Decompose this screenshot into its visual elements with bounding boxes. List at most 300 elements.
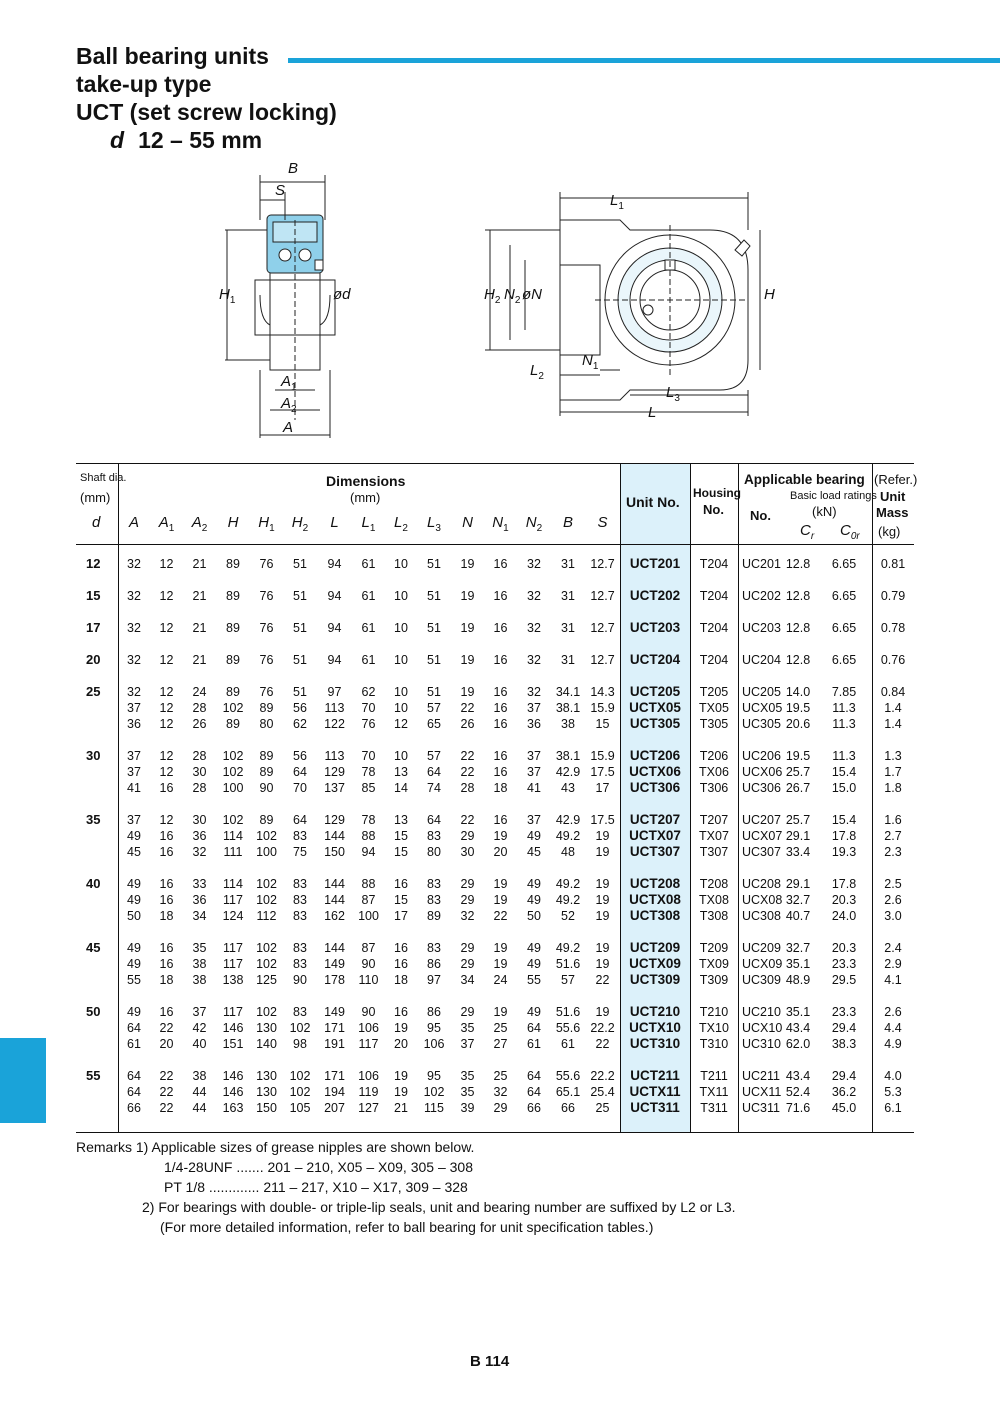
value-cell: 29.4 bbox=[831, 1069, 857, 1083]
value-cell: 29 bbox=[460, 829, 475, 843]
value-cell: 30 bbox=[460, 845, 475, 859]
value-cell: 36.2 bbox=[831, 1085, 857, 1099]
unit-no-cell: UCT203 bbox=[629, 620, 681, 635]
value-cell: 83 bbox=[293, 957, 307, 971]
value-cell: 34.1 bbox=[555, 685, 581, 699]
value-cell: 37 bbox=[127, 813, 141, 827]
value-cell: 57 bbox=[561, 973, 575, 987]
unit-no-cell: UCTX10 bbox=[629, 1020, 681, 1035]
value-cell: 21 bbox=[192, 589, 207, 603]
value-cell: 14.0 bbox=[785, 685, 811, 699]
value-cell: 16 bbox=[493, 653, 508, 667]
hdr-col-h1: $H_1$ bbox=[258, 514, 275, 534]
value-cell: 90 bbox=[361, 957, 376, 971]
value-cell: 32 bbox=[127, 621, 141, 635]
value-cell: 114 bbox=[223, 829, 243, 843]
value-cell: 66 bbox=[127, 1101, 141, 1115]
value-cell: 19 bbox=[460, 557, 475, 571]
table-row bbox=[76, 1068, 914, 1084]
bearing-no-cell: UC311 bbox=[742, 1101, 780, 1115]
value-cell: 10 bbox=[394, 685, 408, 699]
front-view-diagram bbox=[480, 190, 790, 420]
value-cell: 16 bbox=[493, 621, 508, 635]
label-oN: øN bbox=[522, 286, 542, 303]
value-cell: 105 bbox=[289, 1101, 311, 1115]
value-cell: 25 bbox=[493, 1069, 508, 1083]
value-cell: 37 bbox=[127, 765, 141, 779]
value-cell: 146 bbox=[222, 1085, 244, 1099]
value-cell: 12.8 bbox=[785, 557, 811, 571]
unit-no-cell: UCT206 bbox=[629, 748, 681, 763]
hdr-bearing-no: No. bbox=[750, 508, 771, 523]
value-cell: 83 bbox=[427, 893, 441, 907]
value-cell: 20.3 bbox=[831, 941, 857, 955]
value-cell: 22 bbox=[595, 1037, 610, 1051]
bearing-no-cell: UCX05 bbox=[742, 701, 783, 715]
value-cell: 26.7 bbox=[785, 781, 811, 795]
housing-no-cell: T211 bbox=[700, 1069, 728, 1083]
value-cell: 10 bbox=[394, 749, 408, 763]
bearing-no-cell: UC203 bbox=[742, 621, 781, 635]
value-cell: 163 bbox=[222, 1101, 244, 1115]
housing-no-cell: T210 bbox=[699, 1005, 729, 1019]
value-cell: 106 bbox=[358, 1021, 379, 1035]
table-row bbox=[76, 764, 914, 780]
value-cell: 18 bbox=[159, 973, 174, 987]
housing-no-cell: TX07 bbox=[699, 829, 729, 843]
hdr-unit: Unit bbox=[880, 489, 906, 504]
value-cell: 2.9 bbox=[884, 957, 902, 971]
shaft-dia-cell: 55 bbox=[86, 1068, 101, 1083]
value-cell: 29.4 bbox=[831, 1021, 857, 1035]
unit-no-cell: UCTX08 bbox=[629, 892, 681, 907]
hdr-col-s: S bbox=[597, 514, 608, 531]
hdr-col-a: A bbox=[128, 514, 139, 531]
value-cell: 25.7 bbox=[785, 813, 811, 827]
value-cell: 36 bbox=[127, 717, 141, 731]
value-cell: 22 bbox=[460, 813, 475, 827]
value-cell: 3.0 bbox=[884, 909, 902, 923]
value-cell: 19 bbox=[493, 941, 508, 955]
value-cell: 49 bbox=[527, 941, 541, 955]
housing-no-cell: TX08 bbox=[699, 893, 729, 907]
value-cell: 16 bbox=[493, 701, 508, 715]
table-row bbox=[76, 1084, 914, 1100]
value-cell: 88 bbox=[361, 877, 376, 891]
value-cell: 40.7 bbox=[785, 909, 811, 923]
value-cell: 16 bbox=[493, 765, 508, 779]
shaft-dia-cell: 15 bbox=[86, 588, 101, 603]
value-cell: 48 bbox=[561, 845, 575, 859]
value-cell: 45 bbox=[527, 845, 541, 859]
value-cell: 129 bbox=[324, 765, 345, 779]
value-cell: 64 bbox=[527, 1069, 541, 1083]
value-cell: 71.6 bbox=[785, 1101, 811, 1115]
value-cell: 16 bbox=[394, 957, 408, 971]
value-cell: 4.4 bbox=[884, 1021, 902, 1035]
value-cell: 32.7 bbox=[785, 893, 811, 907]
value-cell: 62 bbox=[361, 685, 376, 699]
table-row bbox=[76, 1004, 914, 1020]
shaft-dia-cell bbox=[76, 1020, 118, 1036]
value-cell: 106 bbox=[358, 1069, 379, 1083]
value-cell: 83 bbox=[427, 877, 441, 891]
value-cell: 35 bbox=[192, 941, 207, 955]
shaft-dia-cell: 20 bbox=[86, 652, 101, 667]
value-cell: 39 bbox=[460, 1101, 475, 1115]
value-cell: 137 bbox=[324, 781, 345, 795]
value-cell: 90 bbox=[293, 973, 307, 987]
value-cell: 55 bbox=[527, 973, 541, 987]
value-cell: 11.3 bbox=[832, 701, 856, 715]
value-cell: 30 bbox=[192, 813, 207, 827]
value-cell: 144 bbox=[324, 941, 345, 955]
bore-range bbox=[76, 126, 337, 154]
bearing-no-cell: UCX09 bbox=[742, 957, 783, 971]
hdr-unit-no: Unit No. bbox=[626, 494, 680, 510]
label-S: S bbox=[275, 182, 286, 199]
value-cell: 36 bbox=[192, 829, 207, 843]
value-cell: 102 bbox=[256, 1005, 277, 1019]
bearing-no-cell: UC209 bbox=[742, 941, 781, 955]
value-cell: 15 bbox=[394, 845, 408, 859]
value-cell: 23.3 bbox=[831, 1005, 857, 1019]
value-cell: 55.6 bbox=[555, 1021, 581, 1035]
bearing-no-cell: UC306 bbox=[742, 781, 781, 795]
value-cell: 83 bbox=[427, 941, 441, 955]
value-cell: 12.7 bbox=[590, 557, 615, 571]
value-cell: 17.8 bbox=[831, 829, 857, 843]
shaft-dia-cell: 40 bbox=[86, 876, 101, 891]
value-cell: 32 bbox=[127, 685, 141, 699]
table-row bbox=[76, 972, 914, 1004]
value-cell: 61 bbox=[361, 557, 376, 571]
table-row bbox=[76, 780, 914, 812]
table-row bbox=[76, 700, 914, 716]
value-cell: 6.1 bbox=[884, 1101, 902, 1115]
bearing-no-cell: UC206 bbox=[742, 749, 781, 763]
housing-no-cell: T204 bbox=[699, 653, 729, 667]
value-cell: 207 bbox=[324, 1101, 345, 1115]
housing-no-cell: T204 bbox=[699, 557, 729, 571]
hdr-shaft-sym: d bbox=[92, 514, 101, 531]
value-cell: 49 bbox=[527, 1005, 541, 1019]
value-cell: 94 bbox=[361, 845, 376, 859]
value-cell: 102 bbox=[256, 941, 277, 955]
value-cell: 19 bbox=[460, 685, 475, 699]
value-cell: 32.7 bbox=[785, 941, 811, 955]
value-cell: 151 bbox=[222, 1037, 244, 1051]
remarks bbox=[76, 1137, 736, 1237]
label-H2: $H_2$ bbox=[484, 286, 501, 306]
value-cell: 83 bbox=[427, 829, 441, 843]
table-row bbox=[76, 556, 914, 588]
table-top-rule bbox=[76, 463, 914, 464]
value-cell: 29 bbox=[460, 877, 475, 891]
label-H1: $H_1$ bbox=[219, 286, 236, 306]
hdr-col-n: N bbox=[462, 514, 473, 531]
value-cell: 16 bbox=[159, 781, 174, 795]
value-cell: 37 bbox=[527, 749, 541, 763]
value-cell: 44 bbox=[192, 1101, 207, 1115]
value-cell: 25.7 bbox=[785, 765, 811, 779]
hdr-applicable-bearing: Applicable bearing bbox=[744, 472, 865, 487]
value-cell: 14 bbox=[394, 781, 408, 795]
bore-range-value: 12 – 55 mm bbox=[138, 127, 263, 153]
value-cell: 15 bbox=[394, 829, 408, 843]
value-cell: 16 bbox=[394, 941, 408, 955]
value-cell: 18 bbox=[159, 909, 174, 923]
value-cell: 16 bbox=[159, 941, 174, 955]
value-cell: 22 bbox=[159, 1085, 174, 1099]
value-cell: 117 bbox=[358, 1037, 379, 1051]
hdr-mass: Mass bbox=[876, 505, 909, 520]
value-cell: 111 bbox=[223, 845, 243, 859]
bearing-no-cell: UC201 bbox=[742, 557, 781, 571]
value-cell: 19 bbox=[493, 893, 508, 907]
unit-no-cell: UCTX06 bbox=[629, 764, 681, 779]
unit-no-cell: UCTX11 bbox=[629, 1084, 681, 1099]
value-cell: 64 bbox=[527, 1085, 541, 1099]
value-cell: 70 bbox=[361, 701, 376, 715]
hdr-kg: (kg) bbox=[878, 524, 901, 539]
value-cell: 51 bbox=[427, 621, 441, 635]
housing-no-cell: TX06 bbox=[699, 765, 729, 779]
unit-no-cell: UCT202 bbox=[629, 588, 681, 603]
value-cell: 19 bbox=[595, 829, 610, 843]
value-cell: 12 bbox=[394, 717, 408, 731]
value-cell: 19 bbox=[460, 653, 475, 667]
front-view-drawing bbox=[480, 190, 790, 420]
value-cell: 1.6 bbox=[884, 813, 902, 827]
hdr-shaft-dia: Shaft dia. bbox=[80, 472, 127, 484]
value-cell: 113 bbox=[324, 701, 345, 715]
value-cell: 29.5 bbox=[831, 973, 857, 987]
value-cell: 130 bbox=[256, 1021, 277, 1035]
hdr-col-n2: $N_2$ bbox=[525, 514, 543, 534]
value-cell: 52.4 bbox=[785, 1085, 811, 1099]
housing-no-cell: TX09 bbox=[699, 957, 729, 971]
hdr-kn: (kN) bbox=[812, 504, 837, 519]
label-A2: $A_2$ bbox=[281, 395, 297, 415]
value-cell: 12 bbox=[159, 701, 174, 715]
value-cell: 29.1 bbox=[785, 877, 811, 891]
value-cell: 51 bbox=[293, 621, 307, 635]
value-cell: 22.2 bbox=[590, 1021, 615, 1035]
value-cell: 32 bbox=[527, 557, 541, 571]
unit-no-cell: UCT211 bbox=[630, 1068, 680, 1083]
unit-no-cell: UCT204 bbox=[629, 652, 681, 667]
value-cell: 38.1 bbox=[555, 701, 581, 715]
unit-no-cell: UCTX05 bbox=[629, 700, 681, 715]
value-cell: 89 bbox=[259, 813, 274, 827]
value-cell: 86 bbox=[427, 957, 441, 971]
housing-no-cell: T205 bbox=[699, 685, 729, 699]
value-cell: 10 bbox=[394, 621, 408, 635]
value-cell: 38.3 bbox=[831, 1037, 857, 1051]
value-cell: 12.8 bbox=[785, 621, 811, 635]
value-cell: 16 bbox=[394, 1005, 408, 1019]
value-cell: 35 bbox=[460, 1069, 475, 1083]
value-cell: 0.84 bbox=[880, 685, 906, 699]
value-cell: 51 bbox=[293, 589, 307, 603]
housing-no-cell: TX11 bbox=[699, 1085, 729, 1099]
hdr-load-ratings: Basic load ratings bbox=[790, 490, 877, 502]
table-row bbox=[76, 1036, 914, 1068]
value-cell: 19 bbox=[460, 589, 475, 603]
value-cell: 4.1 bbox=[884, 973, 902, 987]
value-cell: 19 bbox=[493, 877, 508, 891]
value-cell: 80 bbox=[259, 717, 274, 731]
value-cell: 56 bbox=[293, 701, 307, 715]
value-cell: 49 bbox=[527, 877, 541, 891]
value-cell: 117 bbox=[223, 957, 243, 971]
value-cell: 19 bbox=[394, 1069, 408, 1083]
remark-2b: (For more detailed information, refer to ball bearing for unit specification tables.) bbox=[160, 1219, 654, 1235]
value-cell: 19 bbox=[493, 957, 508, 971]
value-cell: 1.4 bbox=[884, 717, 902, 731]
value-cell: 12 bbox=[159, 621, 174, 635]
value-cell: 31 bbox=[561, 653, 575, 667]
value-cell: 41 bbox=[527, 781, 541, 795]
value-cell: 102 bbox=[256, 829, 277, 843]
value-cell: 144 bbox=[324, 877, 345, 891]
value-cell: 70 bbox=[361, 749, 376, 763]
value-cell: 1.8 bbox=[884, 781, 902, 795]
value-cell: 31 bbox=[561, 557, 575, 571]
value-cell: 15 bbox=[394, 893, 408, 907]
bearing-no-cell: UC309 bbox=[742, 973, 781, 987]
title-line-1: Ball bearing units bbox=[76, 43, 269, 69]
value-cell: 194 bbox=[324, 1085, 345, 1099]
value-cell: 44 bbox=[192, 1085, 207, 1099]
value-cell: 1.7 bbox=[884, 765, 902, 779]
value-cell: 65 bbox=[427, 717, 441, 731]
value-cell: 19 bbox=[394, 1021, 408, 1035]
value-cell: 12 bbox=[159, 813, 174, 827]
housing-no-cell: T307 bbox=[699, 845, 729, 859]
value-cell: 49.2 bbox=[555, 941, 581, 955]
value-cell: 89 bbox=[226, 557, 240, 571]
value-cell: 33 bbox=[192, 877, 207, 891]
value-cell: 16 bbox=[394, 877, 408, 891]
value-cell: 51 bbox=[427, 653, 441, 667]
unit-no-cell: UCT207 bbox=[629, 812, 681, 827]
remark-1b: PT 1/8 ............. 211 – 217, X10 – X17, 309 – 328 bbox=[164, 1179, 468, 1195]
value-cell: 17.5 bbox=[590, 813, 615, 827]
shaft-dia-cell: 35 bbox=[86, 812, 101, 827]
shaft-dia-cell bbox=[76, 844, 118, 876]
value-cell: 19.5 bbox=[785, 701, 811, 715]
value-cell: 23.3 bbox=[831, 957, 857, 971]
value-cell: 32 bbox=[527, 653, 541, 667]
value-cell: 146 bbox=[222, 1021, 244, 1035]
value-cell: 37 bbox=[527, 765, 541, 779]
hdr-dimensions: Dimensions bbox=[326, 473, 406, 489]
hdr-cr: $C_r$ bbox=[800, 522, 815, 542]
value-cell: 89 bbox=[226, 653, 240, 667]
value-cell: 36 bbox=[527, 717, 541, 731]
value-cell: 45 bbox=[127, 845, 141, 859]
value-cell: 4.9 bbox=[884, 1037, 902, 1051]
value-cell: 83 bbox=[293, 1005, 307, 1019]
value-cell: 61 bbox=[561, 1037, 575, 1051]
hdr-shaft-unit: (mm) bbox=[80, 490, 111, 505]
value-cell: 6.65 bbox=[831, 589, 857, 603]
value-cell: 49 bbox=[527, 829, 541, 843]
value-cell: 12.8 bbox=[785, 653, 811, 667]
value-cell: 102 bbox=[256, 877, 277, 891]
value-cell: 2.6 bbox=[884, 1005, 902, 1019]
value-cell: 66 bbox=[527, 1101, 541, 1115]
bearing-no-cell: UCX06 bbox=[742, 765, 783, 779]
value-cell: 32 bbox=[527, 621, 541, 635]
value-cell: 6.65 bbox=[831, 557, 857, 571]
value-cell: 78 bbox=[361, 813, 376, 827]
value-cell: 33.4 bbox=[785, 845, 811, 859]
value-cell: 34 bbox=[460, 973, 475, 987]
value-cell: 138 bbox=[222, 973, 244, 987]
value-cell: 10 bbox=[394, 557, 408, 571]
value-cell: 25 bbox=[595, 1101, 610, 1115]
value-cell: 89 bbox=[226, 685, 240, 699]
value-cell: 14.3 bbox=[590, 685, 615, 699]
hdr-col-h2: $H_2$ bbox=[291, 514, 309, 534]
value-cell: 16 bbox=[493, 749, 508, 763]
unit-no-cell: UCT205 bbox=[629, 684, 681, 699]
value-cell: 65.1 bbox=[555, 1085, 581, 1099]
table-row bbox=[76, 652, 914, 684]
bearing-no-cell: UC310 bbox=[742, 1037, 781, 1051]
value-cell: 32 bbox=[527, 685, 541, 699]
value-cell: 22 bbox=[493, 909, 508, 923]
housing-no-cell: T208 bbox=[699, 877, 729, 891]
label-B: B bbox=[288, 160, 299, 177]
value-cell: 38 bbox=[561, 717, 575, 731]
value-cell: 13 bbox=[394, 813, 408, 827]
value-cell: 12 bbox=[159, 765, 174, 779]
value-cell: 62 bbox=[293, 717, 307, 731]
housing-no-cell: T305 bbox=[699, 717, 729, 731]
value-cell: 1.4 bbox=[884, 701, 902, 715]
value-cell: 146 bbox=[222, 1069, 244, 1083]
value-cell: 150 bbox=[324, 845, 345, 859]
value-cell: 37 bbox=[192, 1005, 207, 1019]
table-row bbox=[76, 844, 914, 876]
shaft-dia-cell bbox=[76, 764, 118, 780]
label-L1: $L_1$ bbox=[610, 192, 624, 212]
value-cell: 102 bbox=[222, 765, 244, 779]
value-cell: 15.4 bbox=[831, 765, 857, 779]
shaft-dia-cell bbox=[76, 780, 118, 812]
value-cell: 117 bbox=[223, 893, 243, 907]
value-cell: 21 bbox=[394, 1101, 408, 1115]
value-cell: 106 bbox=[423, 1037, 445, 1051]
value-cell: 178 bbox=[324, 973, 345, 987]
value-cell: 2.3 bbox=[884, 845, 902, 859]
value-cell: 83 bbox=[293, 877, 307, 891]
value-cell: 64 bbox=[127, 1069, 141, 1083]
hdr-col-l3: $L_3$ bbox=[427, 514, 441, 534]
value-cell: 12 bbox=[159, 557, 174, 571]
value-cell: 49 bbox=[527, 893, 541, 907]
value-cell: 50 bbox=[127, 909, 141, 923]
value-cell: 16 bbox=[493, 813, 508, 827]
value-cell: 94 bbox=[327, 653, 342, 667]
value-cell: 171 bbox=[324, 1021, 345, 1035]
label-A1: $A_1$ bbox=[281, 373, 297, 393]
value-cell: 95 bbox=[427, 1021, 441, 1035]
